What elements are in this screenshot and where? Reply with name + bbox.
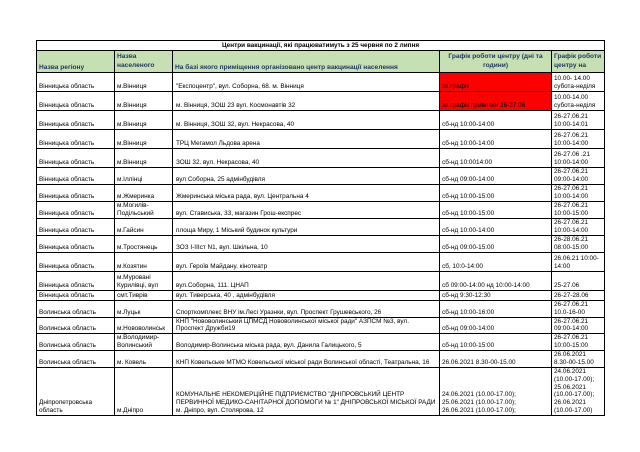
- cell-address[interactable]: ТРЦ Мегамол Льдова арена: [173, 130, 440, 149]
- cell-schedule[interactable]: сб-нд 10:00-14:00: [440, 111, 552, 130]
- cell-address[interactable]: ЗОЗ І-ІІІст N1, вул. Шкільна, 10: [173, 236, 440, 253]
- cell-hours[interactable]: 26-27.06.21 10:00-15:00: [552, 334, 605, 351]
- cell-schedule[interactable]: сб-нд 10:00-16:00: [440, 301, 552, 318]
- cell-address[interactable]: КОМУНАЛЬНЕ НЕКОМЕРЦІЙНЕ ПІДПРИЄМСТВО "ДНІПРОВСЬКИЙ ЦЕНТР ПЕРВИННОЇ МЕДИКО-САНІТАРНОЇ ДОПОМОГИ № 1" ДНІПРОВСЬКОЇ МІСЬКОЇ РАДИ м. Дніпро, вул. Столярова, 12: [173, 367, 440, 415]
- cell-schedule[interactable]: сб-нд 09:00-14:00: [440, 168, 552, 185]
- cell-settlement[interactable]: м.Вінниця: [115, 92, 173, 111]
- table-row: [37, 92, 605, 111]
- cell-schedule[interactable]: сб-нд 10:00-15:00: [440, 202, 552, 219]
- cell-settlement[interactable]: м.Вінниця: [115, 111, 173, 130]
- cell-settlement[interactable]: м.Володимир-Волинський: [115, 334, 173, 351]
- cell-schedule[interactable]: сб-нд 10:00-15:00: [440, 334, 552, 351]
- cell-schedule[interactable]: сб-нд 10:00-15:00: [440, 185, 552, 202]
- cell-hours[interactable]: 26.06.2021 8.30-00-15.00: [552, 350, 605, 367]
- cell-settlement[interactable]: м.Могилів-Подільський: [115, 202, 173, 219]
- cell-schedule[interactable]: сб-нд 9:30-12:30: [440, 291, 552, 301]
- cell-region[interactable]: Волинська область: [37, 317, 115, 334]
- cell-settlement[interactable]: м.Вінниця: [115, 73, 173, 92]
- cell-address[interactable]: Володимир-Волинська міська рада, вул. Данила Галицького, 5: [173, 334, 440, 351]
- table-row: [37, 73, 605, 92]
- table-row: [37, 291, 605, 301]
- table-row: [37, 334, 605, 351]
- cell-schedule[interactable]: сб-нд 10:0014:00: [440, 149, 552, 168]
- cell-region[interactable]: Вінницька область: [37, 291, 115, 301]
- cell-hours[interactable]: 26-28.06.21 08:00-15:00: [552, 236, 605, 253]
- cell-region[interactable]: Вінницька область: [37, 236, 115, 253]
- cell-region[interactable]: Вінницька область: [37, 130, 115, 149]
- cell-address[interactable]: вул. Героїв Майдану. кінотеатр: [173, 253, 440, 272]
- cell-settlement[interactable]: м.Луцьк: [115, 301, 173, 318]
- table-row: [37, 317, 605, 334]
- table-row: [37, 301, 605, 318]
- table-row: [37, 367, 605, 415]
- cell-settlement[interactable]: смт.Тиврів: [115, 291, 173, 301]
- cell-hours[interactable]: 26-27.06.21 09:00-14:00: [552, 317, 605, 334]
- cell-region[interactable]: Вінницька область: [37, 272, 115, 291]
- cell-schedule[interactable]: сб-нд 10:00-14:00: [440, 130, 552, 149]
- header-address[interactable]: На базі якого приміщення організовано центр вакцинації населення: [173, 51, 440, 73]
- cell-region[interactable]: Вінницька область: [37, 219, 115, 236]
- cell-settlement[interactable]: м.Іллінці: [115, 168, 173, 185]
- cell-settlement[interactable]: м.Вінниця: [115, 130, 173, 149]
- cell-hours[interactable]: 26-27.06.21 10.0-16-00: [552, 301, 605, 318]
- table-row: [37, 272, 605, 291]
- cell-settlement[interactable]: м.Нововолинськ: [115, 317, 173, 334]
- header-schedule[interactable]: Графік роботи центру (дні та години): [440, 51, 552, 73]
- cell-address[interactable]: Спорткомплекс ВНУ ім.Лесі Уразнки, вул. Проспект Грушевського, 26: [173, 301, 440, 318]
- cell-schedule[interactable]: за графік: [440, 73, 552, 92]
- vaccination-centers-table: [36, 40, 605, 416]
- cell-hours[interactable]: 10.00-14.00 субота-неділя: [552, 92, 605, 111]
- table-row: [37, 236, 605, 253]
- cell-region[interactable]: Волинська область: [37, 350, 115, 367]
- cell-address[interactable]: Жмеринська міська рада, вул. Центральна 4: [173, 185, 440, 202]
- cell-address[interactable]: вул. Стависька, 33, магазин Грош-експрес: [173, 202, 440, 219]
- title-row: [37, 41, 605, 51]
- cell-hours[interactable]: 26-27.06.21 10:00-14:00: [552, 185, 605, 202]
- cell-settlement[interactable]: м.Вінниця: [115, 149, 173, 168]
- cell-region[interactable]: Волинська область: [37, 301, 115, 318]
- cell-address[interactable]: м. Вінниця, ЗОШ 23 вул. Космонавтів 32: [173, 92, 440, 111]
- cell-hours[interactable]: 26.06.21 10:00-14:00: [552, 253, 605, 272]
- cell-region[interactable]: Дніпропетровська область: [37, 367, 115, 415]
- cell-settlement[interactable]: м.Жмеринка: [115, 185, 173, 202]
- table-row: [37, 219, 605, 236]
- cell-hours[interactable]: 25-27.06: [552, 272, 605, 291]
- table-row: [37, 149, 605, 168]
- cell-region[interactable]: Вінницька область: [37, 202, 115, 219]
- cell-region[interactable]: Вінницька область: [37, 185, 115, 202]
- cell-schedule[interactable]: сб, 10:0-14:00: [440, 253, 552, 272]
- table-row: [37, 202, 605, 219]
- cell-schedule[interactable]: за графік прививки 26-27.06: [440, 92, 552, 111]
- cell-address[interactable]: вул. Тиверська, 40 , адмінбудівля: [173, 291, 440, 301]
- cell-settlement[interactable]: м.Дніпро: [115, 367, 173, 415]
- header-region[interactable]: Назва регіону: [37, 51, 115, 73]
- cell-address[interactable]: м. Вінниця, ЗОШ 32, вул. Некрасова, 40: [173, 111, 440, 130]
- cell-region[interactable]: Вінницька область: [37, 253, 115, 272]
- header-settlement[interactable]: Назва населеного: [115, 51, 173, 73]
- header-row: [37, 51, 605, 73]
- spreadsheet: [36, 40, 604, 416]
- cell-region[interactable]: Вінницька область: [37, 149, 115, 168]
- cell-schedule[interactable]: сб-нд 10:00-14:00: [440, 219, 552, 236]
- cell-hours[interactable]: 26-27.06.21 10:00-14:01: [552, 111, 605, 130]
- cell-hours[interactable]: 26-27.06.21 09:00-14:00: [552, 168, 605, 185]
- cell-schedule[interactable]: 26.06.2021 8.30-00-15.00: [440, 350, 552, 367]
- cell-settlement[interactable]: м.Гайсин: [115, 219, 173, 236]
- cell-region[interactable]: Вінницька область: [37, 73, 115, 92]
- cell-schedule[interactable]: 24.06.2021 (10.00-17.00); 25.06.2021 (10.00-17.00); 26.06.2021 (10.00-17.00);: [440, 367, 552, 415]
- table-row: [37, 130, 605, 149]
- cell-hours[interactable]: 26-27-28.06: [552, 291, 605, 301]
- cell-hours[interactable]: 26-27.06.21 10:00-14:00: [552, 130, 605, 149]
- cell-settlement[interactable]: м.Муровані Курилівці, вул: [115, 272, 173, 291]
- cell-settlement[interactable]: м.Козятин: [115, 253, 173, 272]
- cell-address[interactable]: площа Миру, 1 Міський будинок культури: [173, 219, 440, 236]
- cell-hours[interactable]: 24.06.2021 (10.00-17.00); 25.06.2021 (10.00-17.00); 26.06.2021 (10.00-17.00): [552, 367, 605, 415]
- cell-address[interactable]: ЗОШ 32. вул. Некрасова, 40: [173, 149, 440, 168]
- cell-address[interactable]: вул Соборна, 25 адмінбудівля: [173, 168, 440, 185]
- cell-region[interactable]: Вінницька область: [37, 168, 115, 185]
- cell-hours[interactable]: 10.00- 14.00 субота-неділя: [552, 73, 605, 92]
- cell-schedule[interactable]: сб-нд 09:00-15:00: [440, 236, 552, 253]
- cell-schedule[interactable]: сб-нд 09:00-14:00: [440, 317, 552, 334]
- header-work-schedule[interactable]: Графік роботи центру на: [552, 51, 605, 73]
- cell-address[interactable]: "Експоцентр", вул. Соборна, 68. м. Вінниця: [173, 73, 440, 92]
- cell-schedule[interactable]: сб 09:00-14:00 нд 10:00-14:00: [440, 272, 552, 291]
- cell-hours[interactable]: 26-27.06.21 10:00-14:00: [552, 219, 605, 236]
- cell-settlement[interactable]: м. Ковель: [115, 350, 173, 367]
- cell-region[interactable]: Волинська область: [37, 334, 115, 351]
- cell-region[interactable]: Вінницька область: [37, 111, 115, 130]
- cell-settlement[interactable]: м.Тростянець: [115, 236, 173, 253]
- table-row: [37, 253, 605, 272]
- cell-address[interactable]: вул.Соборна, 111. ЦНАП: [173, 272, 440, 291]
- cell-hours[interactable]: 26-27.06 .21 10:00-14:00: [552, 149, 605, 168]
- table-title[interactable]: Центри вакцинації, які працюватимуть з 25 червня по 2 липня: [37, 41, 605, 51]
- table-row: [37, 185, 605, 202]
- cell-region[interactable]: Вінницька область: [37, 92, 115, 111]
- cell-hours[interactable]: 26-27.06.21 10:00-15:00: [552, 202, 605, 219]
- cell-address[interactable]: КНП "Нововолинський ЦПМСД Нововолинської міської ради" АЗПСМ №3, вул. Проспект Дружби19: [173, 317, 440, 334]
- table-row: [37, 111, 605, 130]
- table-row: [37, 350, 605, 367]
- table-row: [37, 168, 605, 185]
- cell-address[interactable]: КНП Ковельське МТМО Ковельської міської ради Волинської області, Театральна, 16: [173, 350, 440, 367]
